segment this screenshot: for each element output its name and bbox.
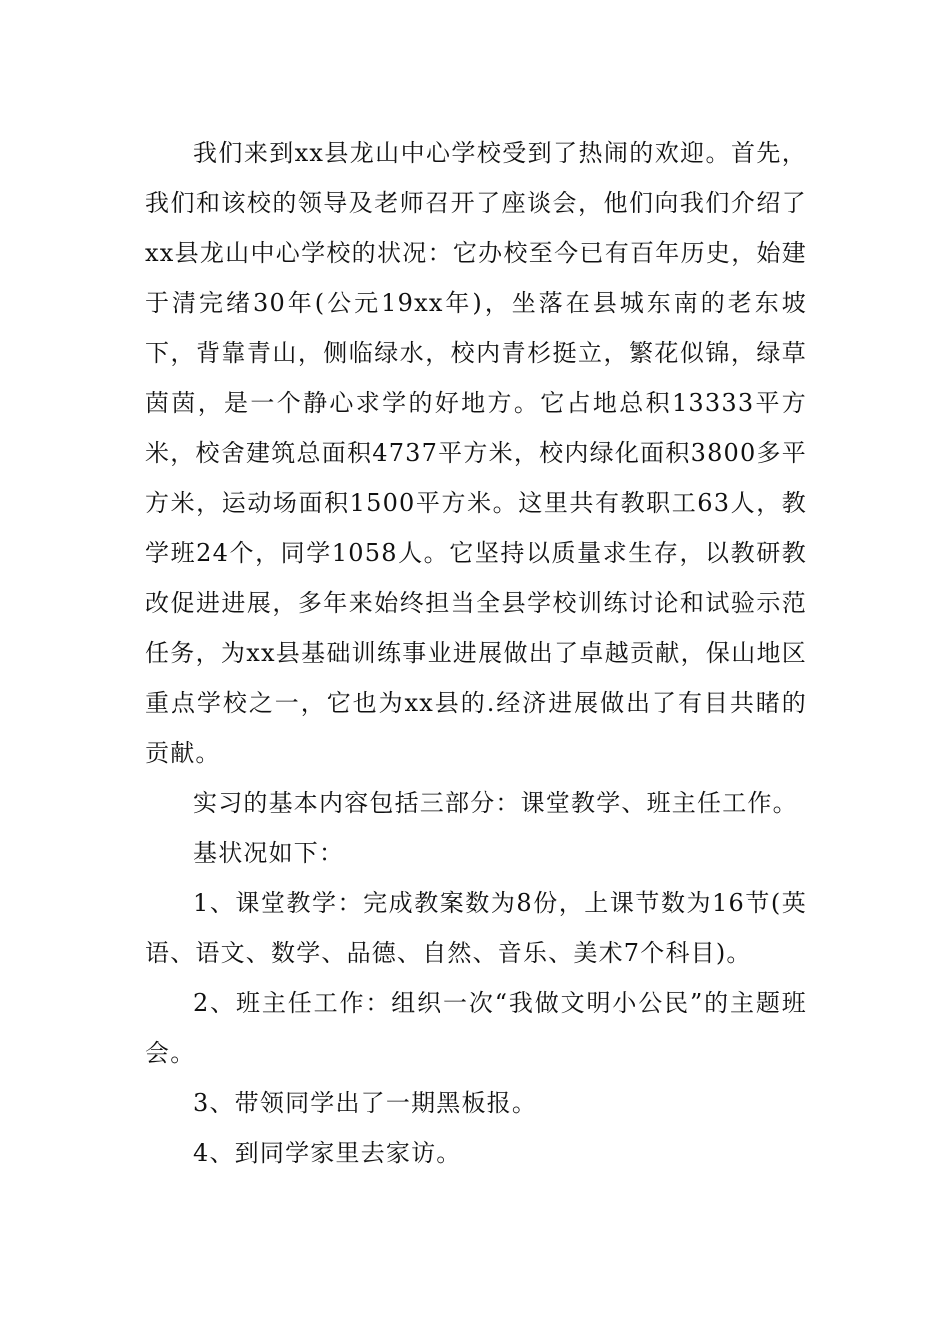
paragraph-summary-heading: 基状况如下： bbox=[193, 839, 345, 867]
paragraph-item-classroom-teaching: 1、课堂教学：完成教案数为8份，上课节数为16节(英语、语文、数学、品德、自然、音乐、美术7个科目)。 bbox=[145, 889, 807, 967]
paragraph-item-class-teacher-work: 2、班主任工作：组织一次“我做文明小公民”的主题班会。 bbox=[145, 989, 807, 1067]
document-body bbox=[145, 128, 807, 1178]
paragraph-item-blackboard: 3、带领同学出了一期黑板报。 bbox=[193, 1089, 538, 1117]
paragraph-internship-content: 实习的基本内容包括三部分：课堂教学、班主任工作。 bbox=[193, 789, 798, 817]
paragraph-school-intro: 我们来到xx县龙山中心学校受到了热闹的欢迎。首先，我们和该校的领导及老师召开了座谈会，他们向我们介绍了xx县龙山中心学校的状况：它办校至今已有百年历史，始建于清完绪30年(公元19xx年)，坐落在县城东南的老东坡下，背靠青山，侧临绿水，校内青杉挺立，繁花似锦，绿草茵茵，是一个静心求学的好地方。它占地总积13333平方米，校舍建筑总面积4737平方米，校内绿化面积3800多平方米，运动场面积1500平方米。这里共有教职工63人，教学班24个，同学1058人。它坚持以质量求生存，以教研教改促进进展，多年来始终担当全县学校训练讨论和试验示范任务，为xx县基础训练事业进展做出了卓越贡献，保山地区重点学校之一，它也为xx县的.经济进展做出了有目共睹的贡献。 bbox=[145, 139, 807, 767]
paragraph-item-home-visit: 4、到同学家里去家访。 bbox=[193, 1139, 462, 1167]
